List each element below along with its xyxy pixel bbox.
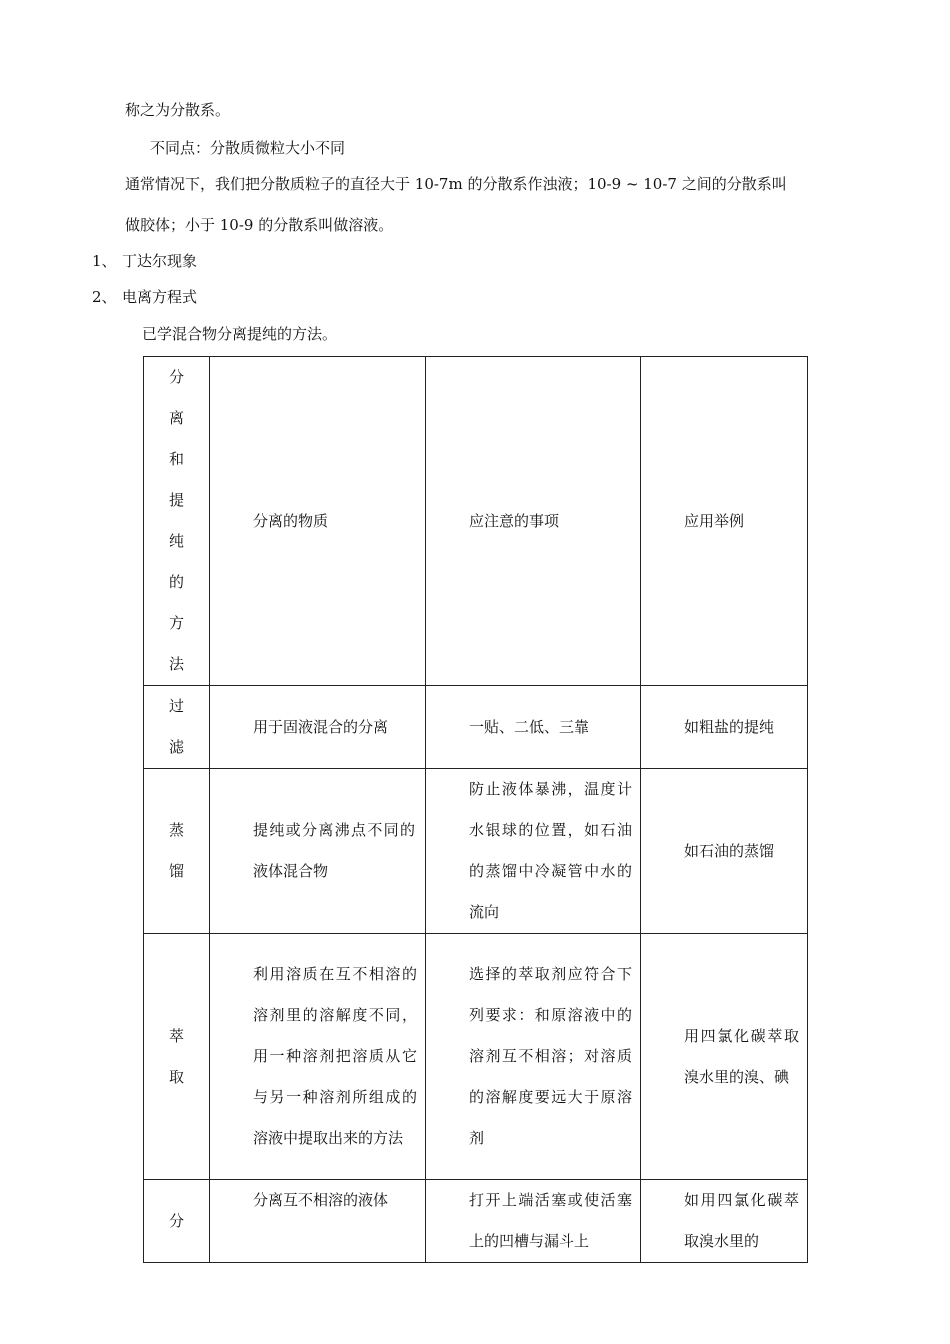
example-cell: 用四氯化碳萃取溴水里的溴、碘 (641, 934, 808, 1180)
example-cell: 如石油的蒸馏 (641, 769, 808, 934)
paragraph-line: 通常情况下，我们把分散质粒子的直径大于 10-7m 的分散系作浊液；10-9 ~ 10-7 之间的分散系叫 (125, 175, 787, 193)
table-row (144, 686, 808, 769)
method-text: 蒸馏 (169, 821, 185, 880)
notes-cell: 一贴、二低、三靠 (426, 686, 641, 769)
list-item-text: 电离方程式 (122, 288, 198, 306)
example-cell: 如用四氯化碳萃取溴水里的 (641, 1180, 808, 1263)
substance-cell: 用于固液混合的分离 (210, 686, 426, 769)
separation-methods-table (143, 356, 808, 1263)
table-row (144, 769, 808, 934)
substance-cell: 分离互不相溶的液体 (210, 1180, 426, 1263)
header-method-text: 分离和提纯的方法 (169, 368, 185, 673)
header-cell-substance: 分离的物质 (210, 357, 426, 686)
method-text: 分 (169, 1211, 185, 1230)
notes-cell: 防止液体暴沸，温度计水银球的位置，如石油的蒸馏中冷凝管中水的流向 (426, 769, 641, 934)
list-item (92, 286, 197, 308)
table-row (144, 934, 808, 1180)
header-cell-example: 应用举例 (641, 357, 808, 686)
substance-cell: 利用溶质在互不相溶的溶剂里的溶解度不同，用一种溶剂把溶质从它与另一种溶剂所组成的溶液中提取出来的方法 (210, 934, 426, 1180)
substance-cell: 提纯或分离沸点不同的液体混合物 (210, 769, 426, 934)
paragraph-line: 称之为分散系。 (125, 101, 231, 119)
paragraph-line: 不同点：分散质微粒大小不同 (150, 139, 346, 157)
method-cell (144, 769, 210, 934)
example-cell: 如粗盐的提纯 (641, 686, 808, 769)
method-cell (144, 934, 210, 1180)
method-text: 萃取 (169, 1026, 185, 1086)
notes-cell: 打开上端活塞或使活塞上的凹槽与漏斗上 (426, 1180, 641, 1263)
header-cell-method (144, 357, 210, 686)
method-cell (144, 686, 210, 769)
list-item-number: 2、 (92, 288, 117, 306)
paragraph-line: 已学混合物分离提纯的方法。 (142, 325, 338, 343)
header-cell-notes: 应注意的事项 (426, 357, 641, 686)
list-item (92, 250, 197, 272)
table-header-row (144, 357, 808, 686)
list-item-number: 1、 (92, 252, 117, 270)
method-cell (144, 1180, 210, 1263)
table-row (144, 1180, 808, 1263)
method-text: 过滤 (169, 697, 185, 756)
list-item-text: 丁达尔现象 (122, 252, 198, 270)
paragraph-line: 做胶体；小于 10-9 的分散系叫做溶液。 (125, 216, 394, 234)
notes-cell: 选择的萃取剂应符合下列要求：和原溶液中的溶剂互不相溶；对溶质的溶解度要远大于原溶剂 (426, 934, 641, 1180)
